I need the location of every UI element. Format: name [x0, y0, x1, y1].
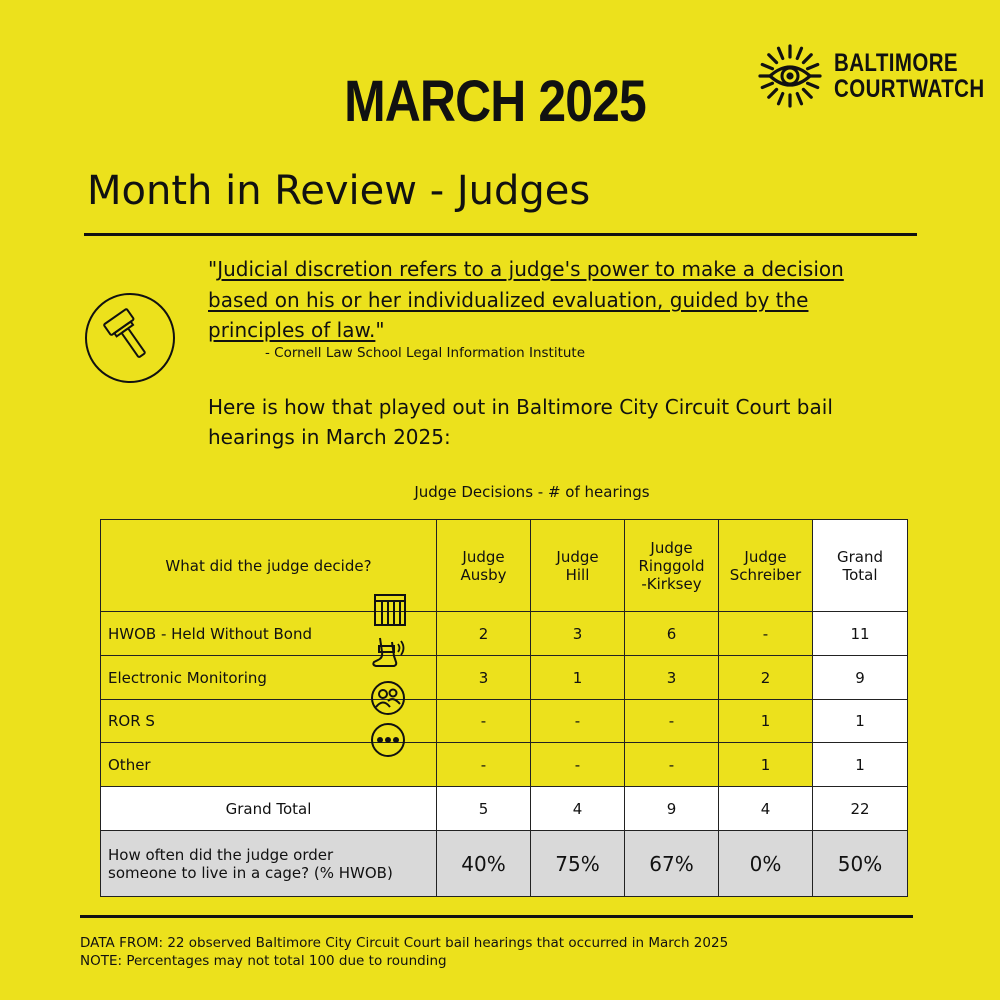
table-cell: 9: [625, 787, 719, 831]
logo-line1: BALTIMORE: [834, 49, 959, 77]
sun-ray: [762, 83, 772, 87]
col-header-line: Judge: [650, 538, 693, 557]
table-cell-total: 9: [813, 656, 908, 700]
intro-line-1: Here is how that played out in Baltimore City Circuit Court bail: [208, 395, 833, 419]
table-cell: 5: [437, 787, 531, 831]
quote-line-1: Judicial discretion refers to a judge's power to make a decision: [217, 257, 844, 281]
col-header-line: Judge: [556, 547, 599, 566]
row-label: HWOB - Held Without Bond: [101, 612, 437, 656]
col-header-line: Total: [842, 565, 878, 584]
baltimore-courtwatch-logo: [757, 44, 985, 108]
table-cell: 2: [437, 612, 531, 656]
sun-ray: [808, 83, 818, 87]
table-row: [101, 612, 908, 656]
pct-cell: 40%: [437, 831, 531, 897]
table-cell: 1: [531, 656, 625, 700]
table-cell: 3: [625, 656, 719, 700]
table-row: [101, 700, 908, 743]
intro-text: [208, 392, 928, 452]
table-cell: -: [531, 700, 625, 743]
eye-sun-icon: [757, 44, 823, 108]
month-title: MARCH 2025: [344, 69, 646, 134]
table-cell: 6: [625, 612, 719, 656]
quote-close-mark: ": [375, 318, 385, 342]
footer-data-source: DATA FROM: 22 observed Baltimore City Circuit Court bail hearings that occurred in March 2025: [80, 935, 729, 951]
table-row: [101, 656, 908, 700]
sun-ray: [769, 55, 777, 63]
gavel-icon: [84, 292, 176, 384]
table-cell: -: [625, 743, 719, 787]
col-header-line: Judge: [462, 547, 505, 566]
row-label: ROR S: [101, 700, 437, 743]
row-label: Other: [101, 743, 437, 787]
col-header-line: -Kirksey: [641, 574, 702, 593]
sun-ray: [797, 94, 801, 104]
sun-ray: [779, 94, 783, 104]
quote-attribution: - Cornell Law School Legal Information Institute: [265, 345, 586, 361]
table-cell: -: [437, 743, 531, 787]
sun-ray: [762, 65, 772, 69]
table-cell-total: 11: [813, 612, 908, 656]
people-circle-icon: [370, 680, 406, 716]
footer-note: NOTE: Percentages may not total 100 due to rounding: [80, 953, 447, 969]
sun-ray: [803, 55, 811, 63]
col-header-schreiber: [719, 520, 813, 612]
table-cell: -: [531, 743, 625, 787]
corner-header: What did the judge decide?: [101, 520, 437, 612]
ellipsis-circle-icon: [370, 722, 406, 758]
col-header-line: Ausby: [460, 565, 507, 584]
table-cell: 2: [719, 656, 813, 700]
pct-row-label: [101, 831, 437, 897]
table-cell-total: 1: [813, 743, 908, 787]
table-cell: -: [437, 700, 531, 743]
page-title: Month in Review - Judges: [87, 168, 591, 214]
table-cell: 1: [719, 743, 813, 787]
col-header-line: Judge: [744, 547, 787, 566]
footer-notes: [80, 934, 728, 970]
sun-ray: [803, 89, 811, 97]
jail-bars-icon: [373, 593, 407, 627]
table-cell: 1: [719, 700, 813, 743]
pct-cell: 50%: [813, 831, 908, 897]
pct-cell: 0%: [719, 831, 813, 897]
divider-bottom: [80, 915, 913, 918]
quote-open-mark: ": [208, 257, 218, 281]
table-header-row: [101, 520, 908, 612]
pct-label-line: How often did the judge order: [108, 845, 334, 864]
pct-cell: 75%: [531, 831, 625, 897]
col-header-ausby: [437, 520, 531, 612]
sun-ray: [779, 48, 783, 58]
quote-line-2: based on his or her individualized evaluation, guided by the: [208, 287, 809, 312]
sun-ray: [769, 89, 777, 97]
grand-total-row: [101, 787, 908, 831]
sun-ray: [808, 65, 818, 69]
divider-top: [84, 233, 917, 236]
ankle-monitor-icon: [370, 634, 408, 670]
col-header-ringgold-kirksey: [625, 520, 719, 612]
table-caption: Judge Decisions - # of hearings: [414, 483, 650, 501]
col-header-hill: [531, 520, 625, 612]
table-cell: -: [625, 700, 719, 743]
col-header-line: Hill: [565, 565, 590, 584]
grand-total-label: Grand Total: [101, 787, 437, 831]
table-cell: 3: [437, 656, 531, 700]
col-header-line: Schreiber: [729, 565, 802, 584]
pct-hwob-row: [101, 831, 908, 897]
table-cell: 4: [531, 787, 625, 831]
col-header-line: Ringgold: [638, 556, 705, 575]
logo-line2: COURTWATCH: [834, 75, 985, 103]
col-header-line: Grand: [836, 547, 883, 566]
table-row: [101, 743, 908, 787]
table-cell: 4: [719, 787, 813, 831]
quote-line-3: principles of law.: [208, 318, 376, 342]
table-cell-total: 22: [813, 787, 908, 831]
row-label: Electronic Monitoring: [101, 656, 437, 700]
judge-decisions-table: [100, 519, 908, 897]
pct-cell: 67%: [625, 831, 719, 897]
table-cell: -: [719, 612, 813, 656]
sun-ray: [797, 48, 801, 58]
col-header-grand-total: [813, 520, 908, 612]
quote-block: [208, 254, 928, 346]
pct-label-line: someone to live in a cage? (% HWOB): [108, 863, 393, 882]
table-cell: 3: [531, 612, 625, 656]
table-cell-total: 1: [813, 700, 908, 743]
intro-line-2: hearings in March 2025:: [208, 425, 451, 449]
